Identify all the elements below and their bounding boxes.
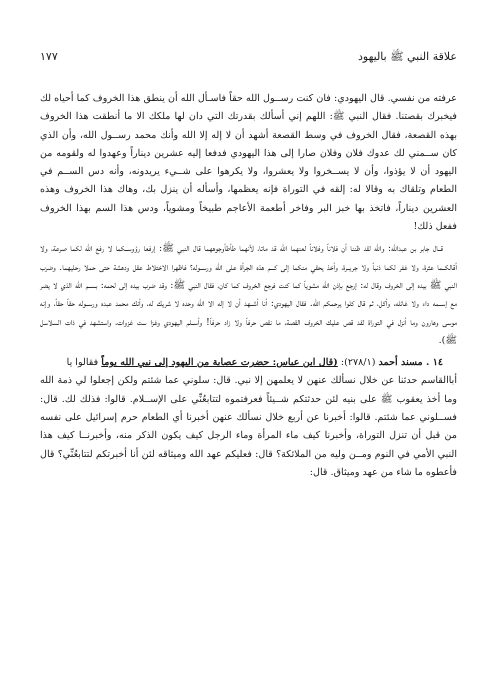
paragraph-3: أباالقاسم حدثنا عن خلال نسألك عنهن لا يعلمهن إلا نبي. قال: سلوني عما شئتم ولكن إجعلوا لي ذمة الله وما أخذ يعقوب ﷺ على بنيه لئن حدثتكم شــيئاً فعرفتموه لتتابعُنِّي على الإســلام. قالوا: فذلك لك. قال: فســلوني عما شئتم. قالوا: أخبرنا عن أربع خلال نسألك عنهن أخبرنا أي الطعام حرم إسرائيل على نفسه من قبل أن تنزل التوراة، وأخبرنا كيف ماء المرأة وماء الرجل كيف يكون الذكر منه، وأخبرنــا كيف هذا النبي الأمي في النوم ومــن وليه من الملائكة؟ قال: فعليكم عهد الله وميثاقه لئن أنا أخبرتكم لتتابعُنِّي؟ قال فأعطوه ما شاء من عهد وميثاق. قال:: [40, 375, 457, 478]
body-text: [40, 90, 457, 482]
paragraph-1: عرفته من نفسي. قال اليهودي: فان كنت رســول الله حقاً فاسـأل الله أن ينطق هذا الخروف كما أحياه لك فيخبرك بقصتنا. فقال النبي ﷺ: اللهم إني أسألك بقدرتك التي دان لها ملكك الا ما أنطقت هذا الخروف بهذه القصعة، فقال الخروف في وسط القصعة أشهد أن لا إله إلا الله وأنك محمد رســول الله، وأن الذي كان ســمني لك عدوك فلان وفلان صارا إلى هذا اليهودي فدفعا إليه عشرين ديناراً وعهدوا له ولقومه من اليهود أن لا يؤذوا، وأن لا يســخروا ولا يعشروا، ولا يكرهوا على شــيء يريدونه، وأنه دس الســم في الطعام وتلقاك به وقالا له: إلقه في التوراة فإنه يعظمها، وأسأله أن ينزل بك، وهاك هذا الخروف وهذه العشرين ديناراً، فاتخذ بها خبز البر وفاخر أطعمة الأعاجم طبيخاً ومشوياً، ودس هذا السم بهذا الخروف ففعل ذلك!: [40, 93, 457, 233]
entry-number: ١٤ . مسند أحمد: [378, 357, 443, 369]
entry-citation: (٢٧٨/١):: [340, 357, 376, 369]
page-number: ١٧٧: [40, 50, 58, 63]
entry-heading: [101, 357, 338, 368]
page-header: [40, 50, 457, 66]
hadith-entry: [40, 354, 457, 372]
running-title: علاقة النبي ﷺ باليهود: [357, 50, 457, 63]
paragraph-2: قــال جابر بن عبدالله: والله لقد ظننا أن فلاناً وفلاناً لعنهما الله قد ماتا، لأنهما طأطأوجوههما قال النبي ﷺ: إرفعا رؤوســكما لا رفع الله لكما صرعة، ولا أقالكــما عثرة، ولا غفر لكما ذنباً ولا جريــرة، وأخذ يحقي منكما إلى كـــم هذه الجرأة على الله ورســوله؟ فاظهرا الاختلاط عقل ودهشة حتى حملا رحليهما. وضرب النبي ﷺ بيده إلى الخروف وقال له: إرجع بإذن الله مشوياً كما كنت فرجع الخروف كما كان، فقال النبي ﷺ: وقد ضرب بيده إلى لحمه: بســم الله الذي لا يضر مع إســمه داء ولا غائله، وأكل، ثم قال كلوا يرحمكم الله. فقال اليهودي: أنا أشــهد أن لا إله الا الله وحده لا شريك له، وأنك محمد عبده ورســوله حقاً حقاً، وإنه موسى وهارون وما أنزل في التوراة لقد قص عليك الخروف القصة، ما نقص حرفاً ولا زاد حرفاً! وأســلم اليهودي وغزا ست غزوات، واستشهد في ذات السلاسل ﷺ).: [40, 243, 457, 346]
entry-heading-tail: فقالوا يا: [66, 357, 99, 369]
entry-heading-text: (قال ابن عباس: حضرت عصابة من اليهود إلى نبي الله يوماً: [101, 357, 338, 369]
